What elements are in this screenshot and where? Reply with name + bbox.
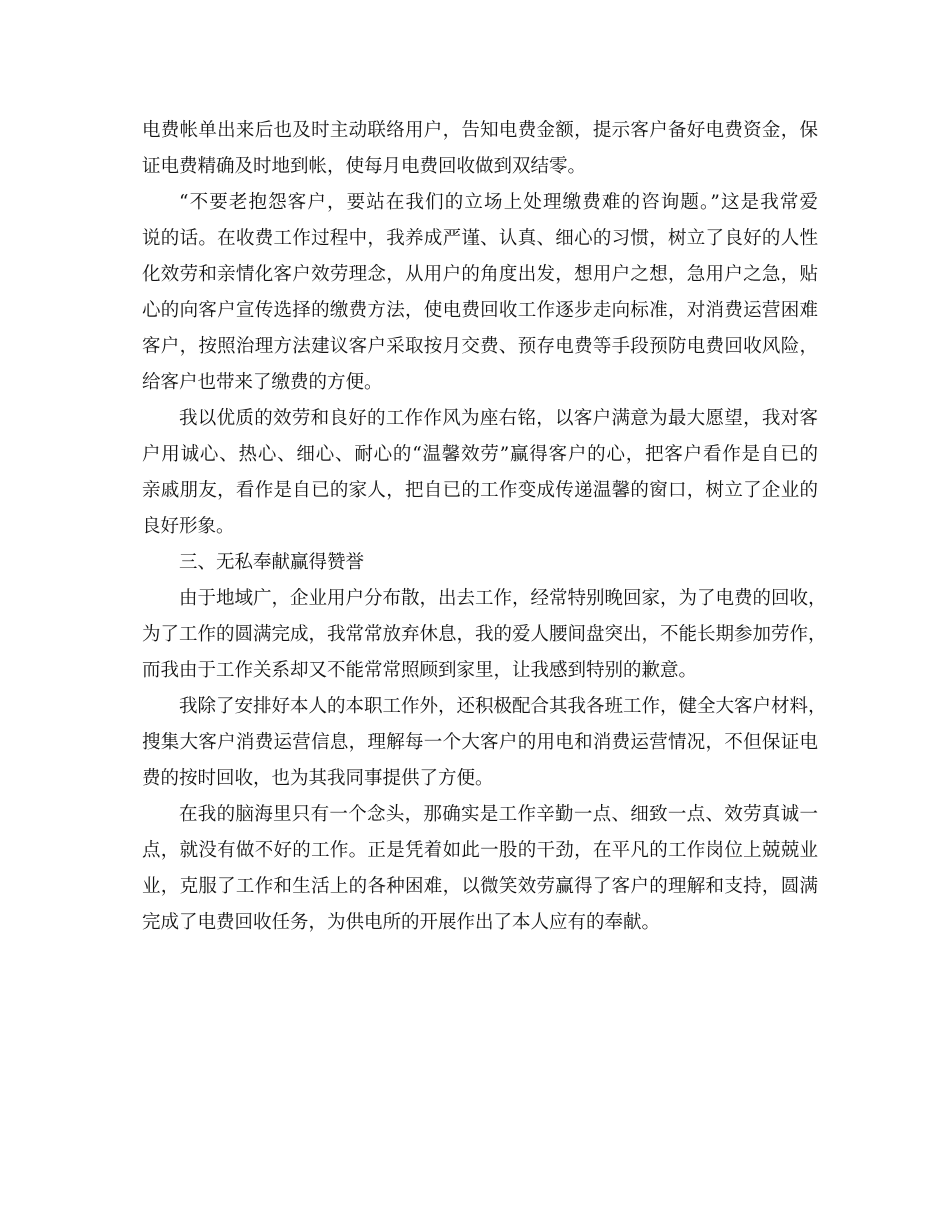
document-body xyxy=(142,113,827,941)
text-line: 心的向客户宣传选择的缴费方法，使电费回收工作逐步走向标准，对消费运营困难 xyxy=(142,300,818,321)
paragraph xyxy=(142,113,818,185)
paragraph xyxy=(142,185,818,401)
text-line: 说的话。在收费工作过程中，我养成严谨、认真、细心的习惯，树立了良好的人性 xyxy=(142,228,818,249)
text-line: 我以优质的效劳和良好的工作作风为座右铭，以客户满意为最大愿望，我对客 xyxy=(179,408,818,429)
text-line: 点，就没有做不好的工作。正是凭着如此一股的干劲，在平凡的工作岗位上兢兢业 xyxy=(142,840,818,861)
text-line: 搜集大客户消费运营信息，理解每一个大客户的用电和消费运营情况，不但保证电 xyxy=(142,732,818,753)
text-line: 而我由于工作关系却又不能常常照顾到家里，让我感到特别的歉意。 xyxy=(142,660,698,681)
text-line: 为了工作的圆满完成，我常常放弃休息，我的爱人腰间盘突出，不能长期参加劳作， xyxy=(142,624,827,645)
text-line: 业，克服了工作和生活上的各种困难，以微笑效劳赢得了客户的理解和支持，圆满 xyxy=(142,876,818,897)
text-line: 化效劳和亲情化客户效劳理念，从用户的角度出发，想用户之想，急用户之急，贴 xyxy=(142,264,818,285)
paragraph xyxy=(142,401,818,545)
text-line: 客户，按照治理方法建议客户采取按月交费、预存电费等手段预防电费回收风险， xyxy=(142,336,818,357)
text-line: 在我的脑海里只有一个念头，那确实是工作辛勤一点、细致一点、效劳真诚一 xyxy=(179,804,818,825)
text-line: 由于地域广，企业用户分布散，出去工作，经常特别晚回家，为了电费的回收， xyxy=(179,588,827,609)
text-line: 证电费精确及时地到帐，使每月电费回收做到双结零。 xyxy=(142,156,587,177)
text-line: 亲戚朋友，看作是自已的家人，把自已的工作变成传递温馨的窗口，树立了企业的 xyxy=(142,480,818,501)
text-line: 户用诚心、热心、细心、耐心的“温馨效劳”赢得客户的心，把客户看作是自已的 xyxy=(142,444,818,465)
paragraph xyxy=(142,689,827,797)
text-line: “不要老抱怨客户，要站在我们的立场上处理缴费难的咨询题。”这是我常爱 xyxy=(179,192,818,213)
text-line: 费的按时回收，也为其我同事提供了方便。 xyxy=(142,768,494,789)
heading-text: 三、无私奉献赢得赞誉 xyxy=(179,552,365,573)
paragraph xyxy=(142,797,818,941)
text-line: 良好形象。 xyxy=(142,516,235,537)
text-line: 我除了安排好本人的本职工作外，还积极配合其我各班工作，健全大客户材料， xyxy=(179,696,827,717)
section-heading xyxy=(142,545,818,581)
paragraph xyxy=(142,581,827,689)
text-line: 给客户也带来了缴费的方便。 xyxy=(142,372,383,393)
text-line: 完成了电费回收任务，为供电所的开展作出了本人应有的奉献。 xyxy=(142,912,661,933)
text-line: 电费帐单出来后也及时主动联络用户，告知电费金额，提示客户备好电费资金，保 xyxy=(142,120,818,141)
